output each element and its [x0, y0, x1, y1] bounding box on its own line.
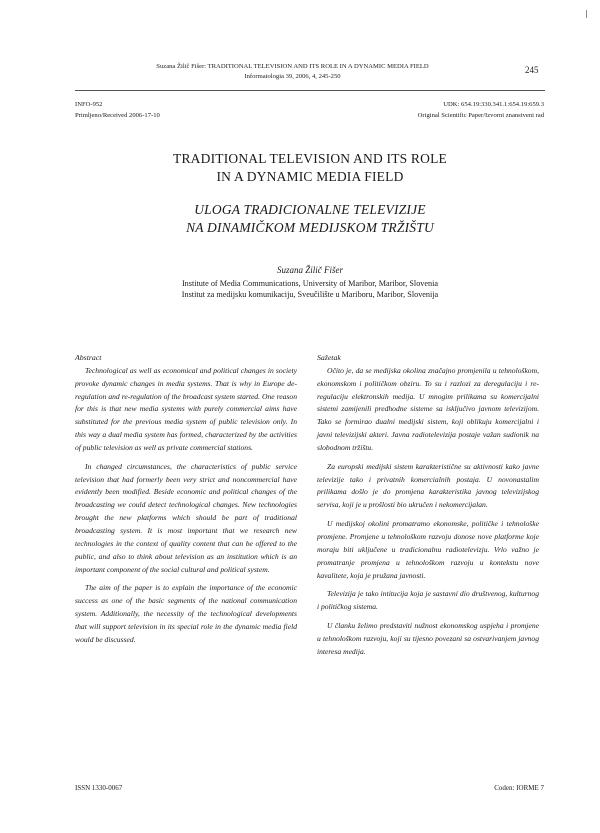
title-hr-line-1: ULOGA TRADICIONALNE TELEVIZIJE	[194, 202, 426, 217]
title-croatian	[75, 201, 545, 237]
running-head	[120, 62, 465, 82]
udk-code: UDK: 654.19:330.341.1:654.19:659.3	[443, 101, 544, 108]
journal-reference: Informatologia 39, 2006, 4, 245-250	[244, 73, 341, 80]
paper-type: Original Scientific Paper/Izvorni znanstveni rad	[417, 112, 544, 119]
running-title: Suzana Žilič Fišer: TRADITIONAL TELEVISION AND ITS ROLE IN A DYNAMIC MEDIA FIELD	[156, 63, 429, 70]
sazetak-paragraph: U članku želimo predstaviti nužnost ekonomskog uspjeha i promjene u tehnološkom razvoju, koji su tijesno povezani sa ostvarivanjem javnog interesa medija.	[317, 621, 539, 656]
sazetak-paragraph: Za europski medijski sistem karakteristične su aktivnosti kako javne televizije tako i privatnih komercialnih postaja. U novonastalim prilikama došlo je do promjena karakteristika javnog televizijskog servisa, koji je u prošlosti bio ukručen i nekomercijalan.	[317, 461, 539, 510]
issn: ISSN 1330-0067	[75, 784, 123, 792]
sazetak-heading: Sažetak	[317, 353, 341, 362]
article-meta-left	[75, 99, 160, 121]
title-hr-line-2: NA DINAMIČKOM MEDIJSKOM TRŽIŠTU	[186, 220, 434, 235]
title-en-line-1: TRADITIONAL TELEVISION AND ITS ROLE	[173, 151, 447, 166]
sazetak-paragraph: U medijskoj okolini promatramo ekonomske, političke i tehnološke promjene. Promjene u tehnološkom razvoju donose nove platforme koje moraju biti uključene u tradicionalnu radiotelevizju. Vrlo važno je promatranje promjena u tehnološkom razvoju u kontekstu nove kavalitete, koja je pružana javnosti.	[317, 519, 539, 580]
abstract-paragraph: The aim of the paper is to explain the importance of the economic success as one of the basic segments of the national communication system. Additionally, the necessity of the technological developments that will support television in its special role in the dynamic media field would be discussed.	[75, 583, 297, 644]
author-name: Suzana Žilič Fišer	[276, 265, 343, 275]
sazetak-paragraph: Televizija je tako intitucija koja je sastavni dio društvenog, kulturnog i političkog sistema.	[317, 589, 539, 612]
affiliation-english: Institute of Media Communications, University of Maribor, Maribor, Slovenia	[181, 279, 439, 288]
abstract-paragraph: Technological as well as economical and political changes in society provoke dynamic changes in media systems. That is why in Europe de-regulation and re-regulation of the broadcast system started. One reason for this is that new media systems with purely commercial aims have substituted for the previous media system of public television only. In this way a dual media system has formed, characterized by the activities of public television as well as private commercial stations.	[75, 365, 297, 452]
sazetak-column	[317, 352, 539, 665]
affiliation-croatian: Institut za medijsku komunikaciju, Sveučilište u Mariboru, Maribor, Slovenija	[181, 290, 439, 299]
abstract-paragraph: In changed circumstances, the characteristics of public service television that had formerly been very strict and noncommercial have evidently been modified. Beside economic and political changes of the broadcasting we could detect technological changes. New technologies brought the new platforms which should be part of traditional broadcasting system. It is most important that we research new technologies in the context of quality content that can be offered to the public, and also to think about television as an institution which is an important component of the social cultural and political system.	[75, 461, 297, 574]
article-id: INFO-952	[75, 101, 103, 108]
abstract-column	[75, 352, 297, 653]
sazetak-paragraph: Očito je, da se medijska okolina značajno promjenila u tehnološkom, ekonomskom i političkom obziru. To su i razlozi za deregulaciju i re-regulaciju elektronskih medija. U mnogim prilikama su komercijalni sistemi zamijenili predhodne sisteme sa isključivo javnom televizijom. Tako se formirao dualni medijski sistem, koji oblikuju komercijalni i javni televizijski akteri. Javna radiotelevizija postaje važan sudionik na slobodnom tržištu.	[317, 365, 539, 452]
article-meta-right	[418, 99, 544, 121]
title-en-line-2: IN A DYNAMIC MEDIA FIELD	[216, 169, 404, 184]
crop-mark	[586, 10, 587, 18]
title-english	[75, 150, 545, 186]
coden: Coden: IORME 7	[494, 784, 544, 792]
header-rule	[75, 90, 545, 91]
received-date: Primljeno/Received 2006-17-10	[75, 112, 160, 119]
page-number: 245	[525, 65, 539, 75]
abstract-heading: Abstract	[75, 353, 102, 362]
affiliations	[75, 278, 545, 300]
